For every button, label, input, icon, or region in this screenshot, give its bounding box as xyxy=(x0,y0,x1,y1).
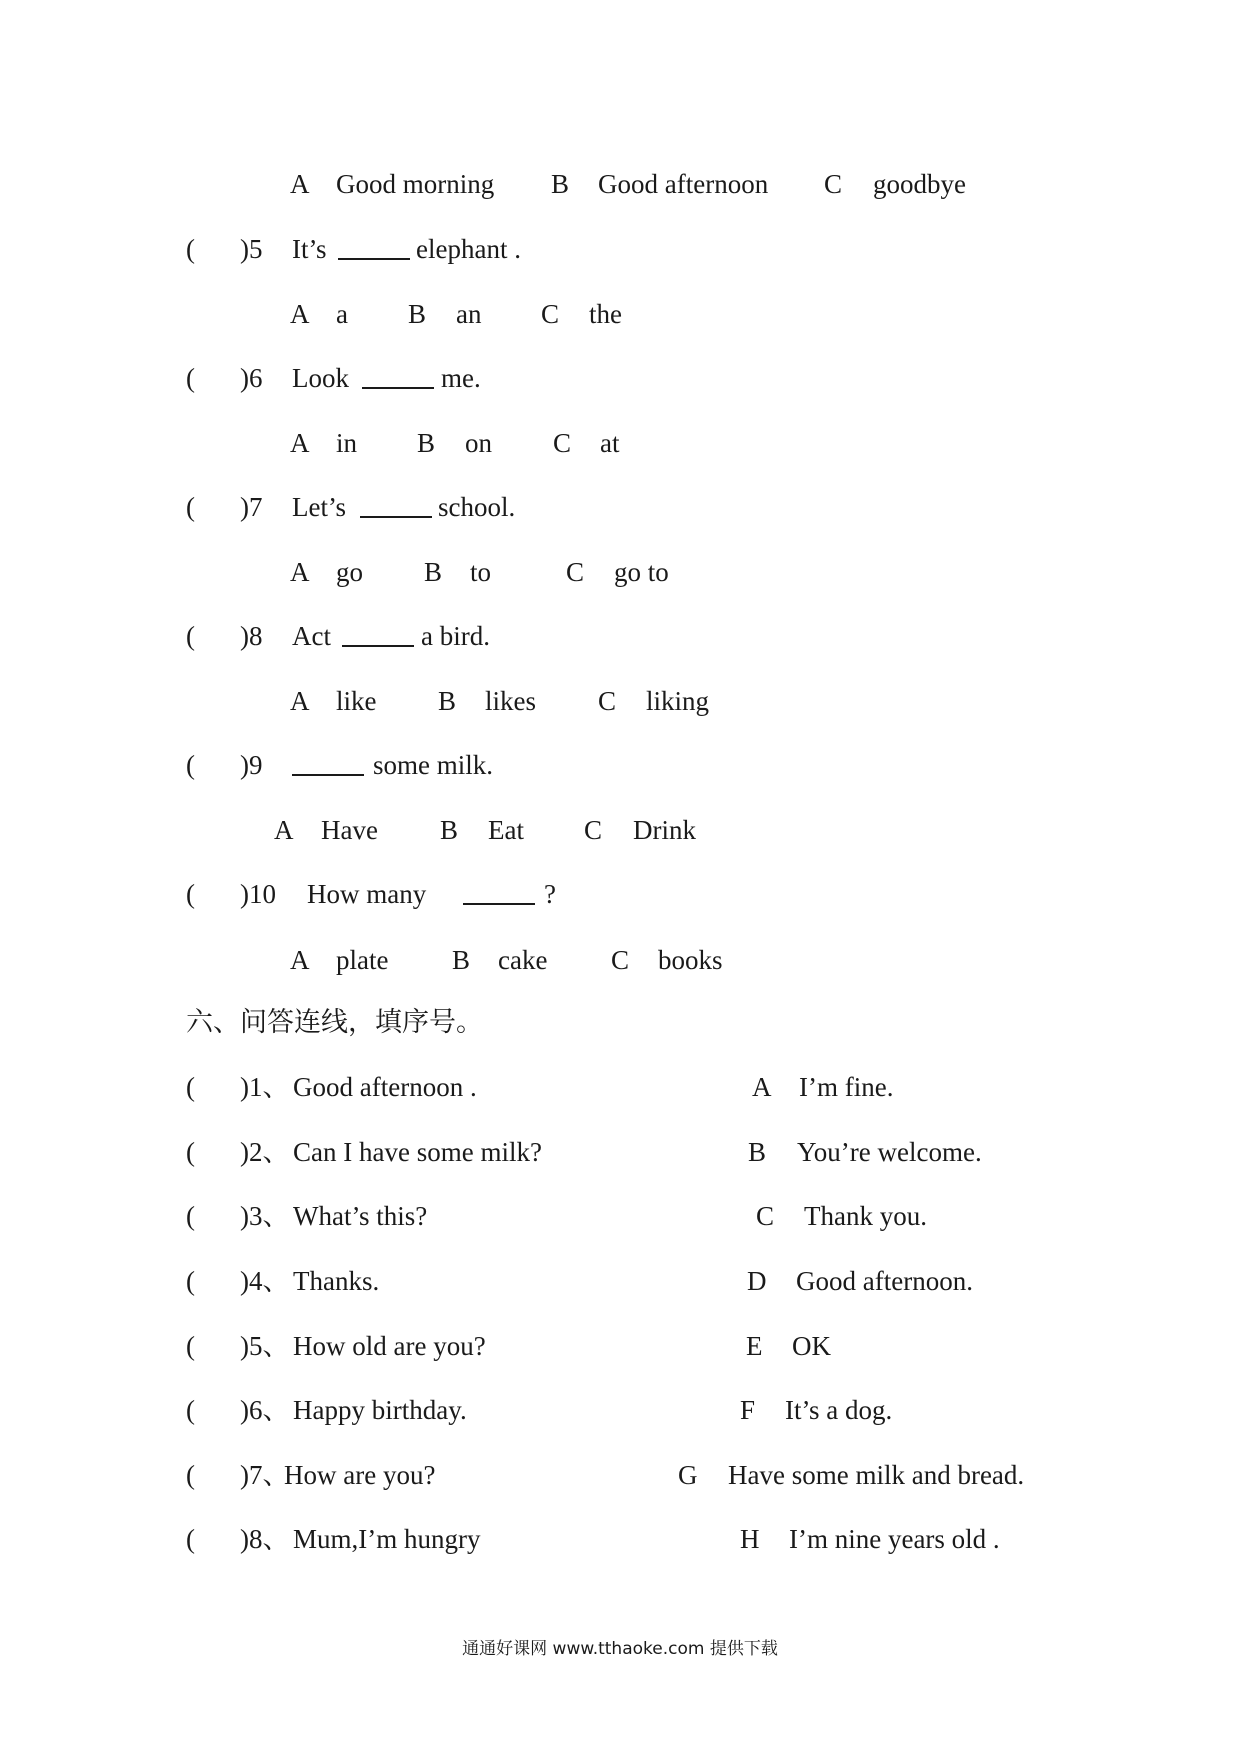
option-letter: C xyxy=(584,815,603,845)
option-text: Good afternoon xyxy=(598,169,769,199)
option-text: at xyxy=(600,428,620,458)
option-text: books xyxy=(658,945,723,975)
option-text: goodbye xyxy=(873,169,966,199)
answer-letter: H xyxy=(740,1524,760,1554)
option-text: the xyxy=(589,299,622,329)
option-letter: B xyxy=(438,686,457,716)
answer-paren: ( xyxy=(186,1266,195,1296)
question-text: Look xyxy=(292,363,349,393)
option-text: liking xyxy=(646,686,710,716)
question-number: )5 xyxy=(240,234,263,264)
question-text: It’s xyxy=(292,234,327,264)
question-text: Let’s xyxy=(292,492,346,522)
option-letter: C xyxy=(598,686,617,716)
question-number: )5、 xyxy=(240,1331,290,1361)
question-text: What’s this? xyxy=(293,1201,428,1231)
answer-paren: ( xyxy=(186,234,195,264)
option-text: to xyxy=(470,557,492,587)
option-letter: C xyxy=(541,299,560,329)
option-letter: C xyxy=(611,945,630,975)
question-number: )6 xyxy=(240,363,263,393)
question-number: )10 xyxy=(240,879,276,909)
answer-paren: ( xyxy=(186,492,195,522)
option-text: plate xyxy=(336,945,389,975)
question-text: How old are you? xyxy=(293,1331,486,1361)
option-letter: A xyxy=(290,945,310,975)
option-letter: B xyxy=(417,428,436,458)
answer-text: You’re welcome. xyxy=(797,1137,982,1167)
option-letter: A xyxy=(290,169,310,199)
answer-paren: ( xyxy=(186,621,195,651)
answer-paren: ( xyxy=(186,750,195,780)
question-number: )2、 xyxy=(240,1137,290,1167)
option-text: on xyxy=(465,428,492,458)
answer-text: I’m fine. xyxy=(799,1072,894,1102)
question-number: )1、 xyxy=(240,1072,290,1102)
option-letter: B xyxy=(452,945,471,975)
question-number: )4、 xyxy=(240,1266,290,1296)
option-text: an xyxy=(456,299,482,329)
option-text: like xyxy=(336,686,377,716)
answer-letter: B xyxy=(748,1137,767,1167)
option-text: cake xyxy=(498,945,548,975)
answer-blank xyxy=(463,881,535,905)
answer-paren: ( xyxy=(186,1460,195,1490)
question-number: )7、 xyxy=(240,1460,290,1490)
question-text: some milk. xyxy=(373,750,493,780)
answer-paren: ( xyxy=(186,1524,195,1554)
option-letter: C xyxy=(824,169,843,199)
question-number: )9 xyxy=(240,750,263,780)
answer-blank xyxy=(362,365,434,389)
answer-letter: G xyxy=(678,1460,698,1490)
question-number: )3、 xyxy=(240,1201,290,1231)
answer-paren: ( xyxy=(186,1395,195,1425)
option-text: Have xyxy=(321,815,378,845)
option-letter: A xyxy=(290,299,310,329)
answer-blank xyxy=(360,494,432,518)
option-text: go to xyxy=(614,557,669,587)
answer-paren: ( xyxy=(186,1137,195,1167)
answer-blank xyxy=(338,236,410,260)
question-text: Can I have some milk? xyxy=(293,1137,542,1167)
question-text: Mum,I’m hungry xyxy=(293,1524,481,1554)
option-letter: A xyxy=(290,428,310,458)
question-text: How many xyxy=(307,879,427,909)
answer-text: Thank you. xyxy=(804,1201,927,1231)
answer-letter: E xyxy=(746,1331,763,1361)
question-text: elephant . xyxy=(416,234,521,264)
question-number: )8、 xyxy=(240,1524,290,1554)
option-letter: B xyxy=(440,815,459,845)
option-letter: A xyxy=(290,557,310,587)
option-text: Good morning xyxy=(336,169,495,199)
answer-paren: ( xyxy=(186,1201,195,1231)
answer-letter: D xyxy=(747,1266,767,1296)
option-letter: A xyxy=(290,686,310,716)
question-number: )6、 xyxy=(240,1395,290,1425)
answer-paren: ( xyxy=(186,879,195,909)
section-6-heading: 六、问答连线，填序号。 xyxy=(186,1007,483,1038)
answer-paren: ( xyxy=(186,363,195,393)
answer-text: It’s a dog. xyxy=(785,1395,893,1425)
question-text: Act xyxy=(292,621,331,651)
question-number: )8 xyxy=(240,621,263,651)
question-text: Thanks. xyxy=(293,1266,380,1296)
option-letter: C xyxy=(566,557,585,587)
answer-text: Have some milk and bread. xyxy=(728,1460,1025,1490)
answer-text: I’m nine years old . xyxy=(789,1524,1000,1554)
question-text: school. xyxy=(438,492,516,522)
question-text: Happy birthday. xyxy=(293,1395,467,1425)
question-text: me. xyxy=(441,363,481,393)
option-letter: A xyxy=(274,815,294,845)
answer-letter: F xyxy=(740,1395,756,1425)
option-letter: C xyxy=(553,428,572,458)
option-letter: B xyxy=(424,557,443,587)
option-text: in xyxy=(336,428,358,458)
answer-paren: ( xyxy=(186,1331,195,1361)
option-text: Drink xyxy=(633,815,696,845)
page-footer: 通通好课网 www.tthaoke.com 提供下载 xyxy=(462,1639,778,1659)
question-text: a bird. xyxy=(421,621,490,651)
question-number: )7 xyxy=(240,492,263,522)
answer-letter: C xyxy=(756,1201,775,1231)
answer-paren: ( xyxy=(186,1072,195,1102)
question-text: How are you? xyxy=(284,1460,436,1490)
answer-letter: A xyxy=(752,1072,772,1102)
option-text: likes xyxy=(485,686,536,716)
question-text: ? xyxy=(544,879,556,909)
answer-blank xyxy=(292,752,364,776)
question-text: Good afternoon . xyxy=(293,1072,477,1102)
option-text: go xyxy=(336,557,363,587)
option-text: a xyxy=(336,299,348,329)
option-letter: B xyxy=(408,299,427,329)
answer-text: OK xyxy=(792,1331,831,1361)
answer-blank xyxy=(342,623,414,647)
answer-text: Good afternoon. xyxy=(796,1266,973,1296)
option-text: Eat xyxy=(488,815,524,845)
option-letter: B xyxy=(551,169,570,199)
